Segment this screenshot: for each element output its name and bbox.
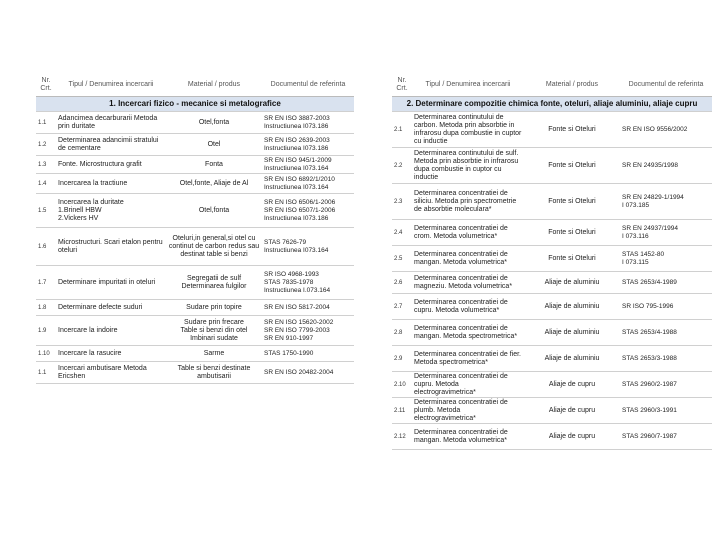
table-row [392, 398, 712, 424]
table-row [392, 184, 712, 220]
cell-document: STAS 2960/7-1987 [620, 424, 712, 450]
cell-nr: 1.8 [36, 300, 56, 316]
cell-tip: Determinarea concentratiei de cupru. Metoda electrogravimetrica* [412, 372, 524, 398]
cell-tip: Determinarea concentratiei de siliciu. Metoda prin spectrometrie de absorbtie moleculara* [412, 184, 524, 220]
cell-material: Otel,fonta [166, 112, 262, 134]
cell-material: Segregatii de sulf Determinarea fulgilor [166, 266, 262, 300]
cell-nr: 2.3 [392, 184, 412, 220]
cell-tip: Determinare defecte suduri [56, 300, 166, 316]
section-title: 2. Determinare compozitie chimica fonte, oteluri, aliaje aluminiu, aliaje cupru [392, 97, 712, 112]
cell-document: STAS 1452-80 I 073.115 [620, 246, 712, 272]
header-nr: Nr. Crt. [392, 74, 412, 97]
mechanical-tests-table [36, 74, 354, 384]
cell-tip: Fonte. Microstructura grafit [56, 156, 166, 174]
header-material: Material / produs [166, 74, 262, 97]
cell-material: Otel,fonte, Aliaje de Al [166, 174, 262, 194]
cell-document: SR EN ISO 6506/1-2006 SR EN ISO 6507/1-2006 Instructiunea I073.186 [262, 194, 354, 228]
cell-material: Aliaje de cupru [524, 372, 620, 398]
section-row [392, 97, 712, 112]
cell-document: STAS 2653/4-1989 [620, 272, 712, 294]
cell-material: Aliaje de aluminiu [524, 272, 620, 294]
table-row [36, 112, 354, 134]
table-row [36, 316, 354, 346]
cell-tip: Determinarea concentratiei de mangan. Metoda volumetrica* [412, 424, 524, 450]
cell-material: Fonte si Oteluri [524, 246, 620, 272]
cell-nr: 1.7 [36, 266, 56, 300]
table-row [36, 300, 354, 316]
cell-document: SR EN 24935/1998 [620, 148, 712, 184]
cell-material: Table si benzi destinate ambutisarii [166, 362, 262, 384]
cell-document: STAS 2653/4-1988 [620, 320, 712, 346]
table-row [392, 220, 712, 246]
table-row [392, 246, 712, 272]
cell-tip: Determinarea concentratiei de mangan. Metoda volumetrica* [412, 246, 524, 272]
cell-material: Aliaje de aluminiu [524, 320, 620, 346]
cell-material: Otel [166, 134, 262, 156]
table-header [392, 74, 712, 97]
table-row [36, 156, 354, 174]
table-row [36, 194, 354, 228]
cell-tip: Incercare la indoire [56, 316, 166, 346]
cell-nr: 1.4 [36, 174, 56, 194]
cell-nr: 2.1 [392, 112, 412, 148]
cell-nr: 2.5 [392, 246, 412, 272]
cell-nr: 2.2 [392, 148, 412, 184]
cell-tip: Incercare la rasucire [56, 346, 166, 362]
table-row [36, 346, 354, 362]
cell-tip: Determinarea concentratiei de cupru. Metoda volumetrica* [412, 294, 524, 320]
header-document: Documentul de referinta [620, 74, 712, 97]
cell-nr: 2.11 [392, 398, 412, 424]
cell-nr: 1.1 [36, 112, 56, 134]
cell-material: Fonte si Oteluri [524, 148, 620, 184]
table-row [392, 112, 712, 148]
header-nr: Nr. Crt. [36, 74, 56, 97]
table-row [392, 372, 712, 398]
table-row [36, 174, 354, 194]
section-title: 1. Incercari fizico - mecanice si metalografice [36, 97, 354, 112]
cell-tip: Determinarea concentratiei de fier. Metoda spectrometrica* [412, 346, 524, 372]
cell-nr: 1.5 [36, 194, 56, 228]
header-document: Documentul de referinta [262, 74, 354, 97]
cell-material: Otel,fonta [166, 194, 262, 228]
table-row [392, 346, 712, 372]
cell-nr: 2.10 [392, 372, 412, 398]
cell-document: STAS 2960/2-1987 [620, 372, 712, 398]
cell-nr: 1.10 [36, 346, 56, 362]
cell-tip: Determinarea continutului de carbon. Metoda prin absorbtie in infrarosu dupa combustie in cuptor cu inductie [412, 112, 524, 148]
cell-tip: Microstructuri. Scari etalon pentru oteluri [56, 228, 166, 266]
chemical-tests-table [392, 74, 712, 450]
cell-document: SR EN ISO 5817-2004 [262, 300, 354, 316]
cell-material: Sarme [166, 346, 262, 362]
cell-nr: 1.6 [36, 228, 56, 266]
cell-tip: Adancimea decarburarii Metoda prin duritate [56, 112, 166, 134]
table-row [36, 362, 354, 384]
cell-document: STAS 1750-1990 [262, 346, 354, 362]
cell-document: SR EN ISO 20482-2004 [262, 362, 354, 384]
table-row [36, 266, 354, 300]
header-tip: Tipul / Denumirea incercarii [56, 74, 166, 97]
cell-nr: 2.6 [392, 272, 412, 294]
cell-nr: 1.3 [36, 156, 56, 174]
cell-material: Fonta [166, 156, 262, 174]
cell-material: Fonte si Oteluri [524, 112, 620, 148]
cell-tip: Incercarea la duritate 1.Brinell HBW 2.Vickers HV [56, 194, 166, 228]
cell-nr: 1.2 [36, 134, 56, 156]
cell-material: Aliaje de aluminiu [524, 346, 620, 372]
cell-tip: Determinarea concentratiei de magneziu. Metoda volumetrica* [412, 272, 524, 294]
cell-material: Fonte si Oteluri [524, 184, 620, 220]
cell-nr: 2.4 [392, 220, 412, 246]
cell-tip: Determinarea continutului de sulf. Metoda prin absorbtie in infrarosu dupa combustie in cuptor cu inductie [412, 148, 524, 184]
cell-tip: Determinarea concentratiei de mangan. Metoda spectrometrica* [412, 320, 524, 346]
cell-document: STAS 2653/3-1988 [620, 346, 712, 372]
table-row [392, 424, 712, 450]
section-row [36, 97, 354, 112]
cell-nr: 2.7 [392, 294, 412, 320]
cell-tip: Incercarea la tractiune [56, 174, 166, 194]
table-row [392, 148, 712, 184]
table-row [392, 320, 712, 346]
cell-nr: 2.8 [392, 320, 412, 346]
cell-nr: 2.9 [392, 346, 412, 372]
cell-material: Sudare prin frecare Table si benzi din otel Imbinari sudate [166, 316, 262, 346]
cell-document: SR EN ISO 6892/1/2010 Instructiunea I073.164 [262, 174, 354, 194]
cell-document: SR EN ISO 15620-2002 SR EN ISO 7799-2003 SR EN 910-1997 [262, 316, 354, 346]
cell-tip: Determinare impuritati in oteluri [56, 266, 166, 300]
cell-nr: 1.9 [36, 316, 56, 346]
cell-document: SR EN ISO 9556/2002 [620, 112, 712, 148]
cell-tip: Determinarea concentratiei de plumb. Metoda electrogravimetrica* [412, 398, 524, 424]
cell-document: SR EN 24937/1994 I 073.116 [620, 220, 712, 246]
cell-document: STAS 7626-79 Instructiunea I073.164 [262, 228, 354, 266]
cell-document: SR ISO 795-1996 [620, 294, 712, 320]
cell-document: SR EN 24829-1/1994 I 073.185 [620, 184, 712, 220]
cell-document: SR EN ISO 945/1-2009 Instructiunea I073.164 [262, 156, 354, 174]
cell-document: SR EN ISO 2639-2003 Instructiunea I073.186 [262, 134, 354, 156]
cell-document: STAS 2960/3-1991 [620, 398, 712, 424]
header-tip: Tipul / Denumirea incercarii [412, 74, 524, 97]
table-row [36, 134, 354, 156]
cell-material: Aliaje de aluminiu [524, 294, 620, 320]
cell-tip: Incercari ambutisare Metoda Ericshen [56, 362, 166, 384]
table-row [392, 272, 712, 294]
cell-nr: 1.1 [36, 362, 56, 384]
cell-material: Fonte si Oteluri [524, 220, 620, 246]
cell-material: Sudare prin topire [166, 300, 262, 316]
header-material: Material / produs [524, 74, 620, 97]
cell-tip: Determinarea adancimii stratului de cementare [56, 134, 166, 156]
cell-material: Oteluri,in general,si otel cu continut de carbon redus sau destinat table si benzi [166, 228, 262, 266]
cell-document: SR EN ISO 3887-2003 Instructiunea I073.186 [262, 112, 354, 134]
table-row [36, 228, 354, 266]
cell-document: SR ISO 4968-1993 STAS 7835-1978 Instructiunea I.073.164 [262, 266, 354, 300]
cell-tip: Determinarea concentratiei de crom. Metoda volumetrica* [412, 220, 524, 246]
cell-material: Aliaje de cupru [524, 424, 620, 450]
table-header [36, 74, 354, 97]
table-row [392, 294, 712, 320]
cell-material: Aliaje de cupru [524, 398, 620, 424]
cell-nr: 2.12 [392, 424, 412, 450]
